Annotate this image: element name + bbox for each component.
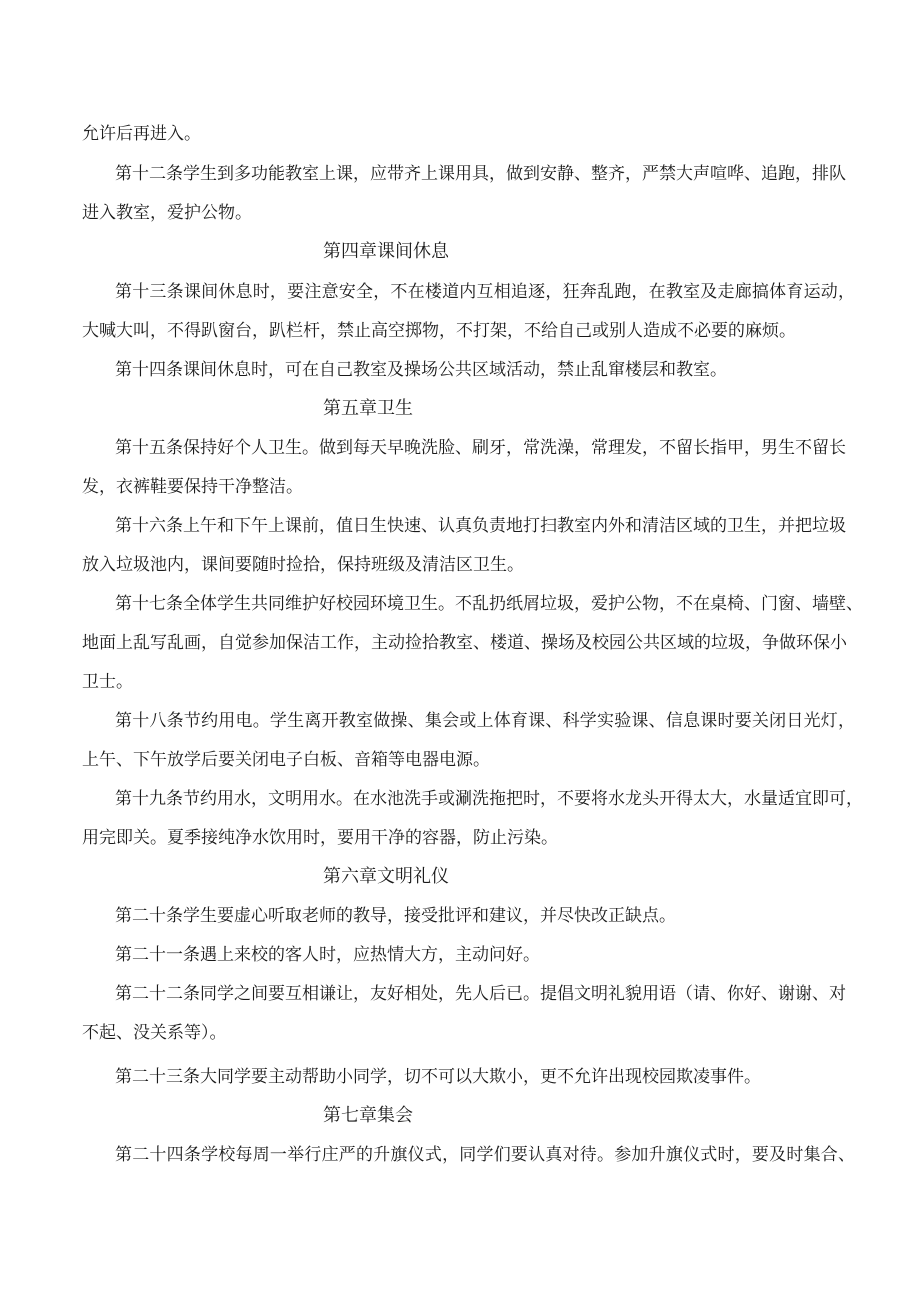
text-line: 第十四条课间休息时，可在自己教室及操场公共区域活动，禁止乱窜楼层和教室。 — [115, 360, 727, 380]
chapter-heading: 第四章课间休息 — [323, 241, 449, 262]
text-line: 允许后再进入。 — [82, 124, 201, 144]
chapter-heading: 第五章卫生 — [323, 398, 413, 419]
text-line: 放入垃圾池内，课间要随时捡拾，保持班级及清洁区卫生。 — [82, 555, 524, 575]
text-line: 上午、下午放学后要关闭电子白板、音箱等电器电源。 — [82, 750, 490, 770]
text-line: 第十五条保持好个人卫生。做到每天早晚洗脸、刷牙，常洗澡，常理发，不留长指甲，男生不留长 — [115, 438, 846, 458]
text-line: 第二十二条同学之间要互相谦让，友好相处，先人后已。提倡文明礼貌用语（请、你好、谢谢、对 — [115, 984, 846, 1004]
text-line: 第二十一条遇上来校的客人时，应热情大方，主动问好。 — [115, 945, 540, 965]
text-line: 卫士。 — [82, 672, 133, 692]
text-line: 第十六条上午和下午上课前，值日生快速、认真负责地打扫教室内外和清洁区域的卫生，并把垃圾 — [115, 516, 846, 536]
text-line: 进入教室，爱护公物。 — [82, 203, 252, 223]
text-line: 第十二条学生到多功能教室上课，应带齐上课用具，做到安静、整齐，严禁大声喧哗、追跑，排队 — [115, 164, 846, 184]
text-line: 第十七条全体学生共同维护好校园环境卫生。不乱扔纸屑垃圾，爱护公物，不在桌椅、门窗、墙壁、 — [115, 594, 863, 614]
text-line: 第二十三条大同学要主动帮助小同学，切不可以大欺小，更不允许出现校园欺凌事件。 — [115, 1067, 761, 1087]
text-line: 发，衣裤鞋要保持干净整洁。 — [82, 477, 303, 497]
text-line: 第二十条学生要虚心听取老师的教导，接受批评和建议，并尽快改正缺点。 — [115, 906, 676, 926]
text-line: 大喊大叫，不得趴窗台，趴栏杆，禁止高空掷物，不打架，不给自己或别人造成不必要的麻烦。 — [82, 321, 796, 341]
text-line: 第二十四条学校每周一举行庄严的升旗仪式，同学们要认真对待。参加升旗仪式时，要及时集合、 — [115, 1145, 855, 1165]
text-line: 用完即关。夏季接纯净水饮用时，要用干净的容器，防止污染。 — [82, 828, 558, 848]
text-line: 第十九条节约用水，文明用水。在水池洗手或涮洗拖把时，不要将水龙头开得太大，水量适宜即可， — [115, 789, 863, 809]
text-line: 第十三条课间休息时，要注意安全，不在楼道内互相追逐，狂奔乱跑，在教室及走廊搞体育运动， — [115, 282, 855, 302]
text-line: 第十八条节约用电。学生离开教室做操、集会或上体育课、科学实验课、信息课时要关闭日光灯， — [115, 711, 855, 731]
chapter-heading: 第六章文明礼仪 — [323, 866, 449, 887]
text-line: 地面上乱写乱画，自觉参加保洁工作，主动捡拾教室、楼道、操场及校园公共区域的垃圾，争做环保小 — [82, 633, 847, 653]
chapter-heading: 第七章集会 — [323, 1105, 413, 1126]
text-line: 不起、没关系等）。 — [82, 1023, 227, 1043]
